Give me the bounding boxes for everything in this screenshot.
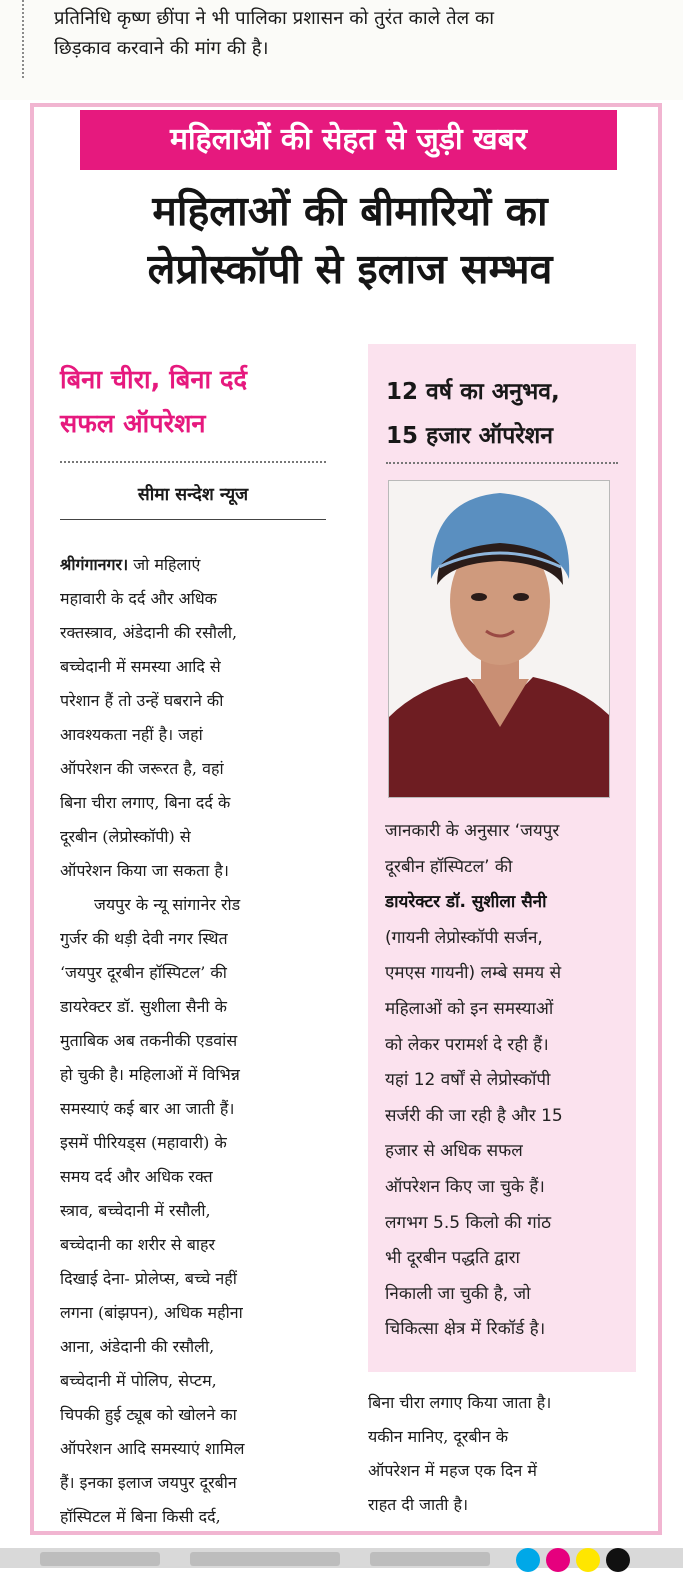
body-line: दिखाई देना- प्रोलेप्स, बच्चे नहीं <box>60 1269 237 1288</box>
body-line: हॉस्पिटल में बिना किसी दर्द, <box>60 1507 221 1526</box>
sidebar-text-line: डायरेक्टर डॉ. सुशीला सैनी <box>385 892 547 913</box>
headline-line: लेप्रोस्कॉपी से इलाज सम्भव <box>147 245 553 293</box>
sidebar-text-line: को लेकर परामर्श दे रही हैं। <box>385 1034 549 1055</box>
sidebar-divider <box>386 462 618 464</box>
byline: सीमा सन्देश न्यूज <box>137 485 249 505</box>
sidebar-text-line: दूरबीन हॉस्पिटल’ की <box>385 856 513 877</box>
previous-story-line: छिड़काव करवाने की मांग की है। <box>54 38 269 59</box>
continuation-line: ऑपरेशन में महज एक दिन में <box>368 1461 537 1480</box>
sidebar-text-line: सर्जरी की जा रही है और 15 <box>385 1105 563 1126</box>
body-line: परेशान हैं तो उन्हें घबराने की <box>60 691 224 710</box>
sidebar-text-line: (गायनी लेप्रोस्कॉपी सर्जन, <box>385 927 543 948</box>
sidebar-text-line: चिकित्सा क्षेत्र में रिकॉर्ड है। <box>385 1319 546 1340</box>
article-body <box>60 548 328 1534</box>
body-line: बच्चेदानी में समस्या आदि से <box>60 657 221 676</box>
sidebar-text-line: महिलाओं को इन समस्याओं <box>385 998 554 1019</box>
sidebar-heading-line: 12 वर्ष का अनुभव, <box>386 379 560 405</box>
sidebar-text-line: हजार से अधिक सफल <box>385 1141 523 1162</box>
registration-dot-black <box>606 1548 630 1572</box>
body-line: चिपकी हुई ट्यूब को खोलने का <box>60 1405 237 1424</box>
body-line: बच्चेदानी में पोलिप, सेप्टम, <box>60 1371 217 1390</box>
scroll-segment <box>370 1552 490 1566</box>
previous-story-line: प्रतिनिधि कृष्ण छींपा ने भी पालिका प्रशासन को तुरंत काले तेल का <box>54 8 495 29</box>
sidebar-heading <box>386 370 626 458</box>
sidebar-heading-line: 15 हजार ऑपरेशन <box>386 423 554 449</box>
body-line: ऑपरेशन की जरूरत है, वहां <box>60 759 224 778</box>
body-line: डायरेक्टर डॉ. सुशीला सैनी के <box>60 997 227 1016</box>
continuation-line: बिना चीरा लगाए किया जाता है। <box>368 1393 552 1412</box>
column-dotted-divider <box>22 0 24 78</box>
article-subhead <box>60 358 335 446</box>
doctor-portrait-icon <box>389 481 610 798</box>
body-line: महावारी के दर्द और अधिक <box>60 589 217 608</box>
subhead-line: सफल ऑपरेशन <box>60 409 206 439</box>
previous-story-text <box>54 4 669 64</box>
sidebar-text-line: यहां 12 वर्षों से लेप्रोस्कॉपी <box>385 1070 551 1091</box>
body-line: आवश्यकता नहीं है। जहां <box>60 725 203 744</box>
registration-dot-cyan <box>516 1548 540 1572</box>
body-line: मुताबिक अब तकनीकी एडवांस <box>60 1031 238 1050</box>
sidebar-text <box>385 814 625 1348</box>
body-line: समय दर्द और अधिक रक्त <box>60 1167 213 1186</box>
sidebar-text-line: भी दूरबीन पद्धति द्वारा <box>385 1248 520 1269</box>
scroll-segment <box>40 1552 160 1566</box>
registration-dot-magenta <box>546 1548 570 1572</box>
body-line: लगना (बांझपन), अधिक महीना <box>60 1303 243 1322</box>
sidebar-text-line: एमएस गायनी) लम्बे समय से <box>385 963 562 984</box>
subhead-divider <box>60 461 326 463</box>
body-line: दूरबीन (लेप्रोस्कॉपी) से <box>60 827 191 846</box>
body-line: इसमें पीरियड्स (महावारी) के <box>60 1133 227 1152</box>
body-line: स्त्राव, बच्चेदानी में रसौली, <box>60 1201 211 1220</box>
body-line: जयपुर के न्यू सांगानेर रोड <box>94 895 241 914</box>
body-line: रक्तस्त्राव, अंडेदानी की रसौली, <box>60 623 238 642</box>
registration-dot-yellow <box>576 1548 600 1572</box>
body-line: बच्चेदानी का शरीर से बाहर <box>60 1235 216 1254</box>
dateline: श्रीगंगानगर। <box>60 555 129 574</box>
body-line: ऑपरेशन किया जा सकता है। <box>60 861 229 880</box>
body-line: समस्याएं कई बार आ जाती हैं। <box>60 1099 235 1118</box>
body-line-text: जो महिलाएं <box>128 555 201 574</box>
body-line: बिना चीरा लगाए, बिना दर्द के <box>60 793 231 812</box>
body-line: ‘जयपुर दूरबीन हॉस्पिटल’ की <box>60 963 227 982</box>
headline-line: महिलाओं की बीमारियों का <box>152 187 548 235</box>
subhead-line: बिना चीरा, बिना दर्द <box>60 365 248 395</box>
continuation-line: यकीन मानिए, दूरबीन के <box>368 1427 509 1446</box>
body-line: हो चुकी है। महिलाओं में विभिन्न <box>60 1065 240 1084</box>
sidebar-text-line: लगभग 5.5 किलो की गांठ <box>385 1212 551 1233</box>
byline-divider <box>60 519 326 520</box>
scroll-segment <box>190 1552 340 1566</box>
body-line <box>60 548 328 582</box>
sidebar-text-line: जानकारी के अनुसार ‘जयपुर <box>385 821 560 841</box>
article-kicker: महिलाओं की सेहत से जुड़ी खबर <box>80 110 617 170</box>
body-line: गुर्जर की थड़ी देवी नगर स्थित <box>60 929 228 948</box>
sidebar-text-line: ऑपरेशन किए जा चुके हैं। <box>385 1176 545 1197</box>
sidebar-text-line: निकाली जा चुकी है, जो <box>385 1283 531 1304</box>
article-headline <box>40 182 660 298</box>
body-line: आना, अंडेदानी की रसौली, <box>60 1337 215 1356</box>
doctor-photo <box>388 480 610 798</box>
article-continuation <box>368 1386 640 1522</box>
body-line: हैं। इनका इलाज जयपुर दूरबीन <box>60 1473 237 1492</box>
body-line: ऑपरेशन आदि समस्याएं शामिल <box>60 1439 245 1458</box>
continuation-line: राहत दी जाती है। <box>368 1495 469 1514</box>
